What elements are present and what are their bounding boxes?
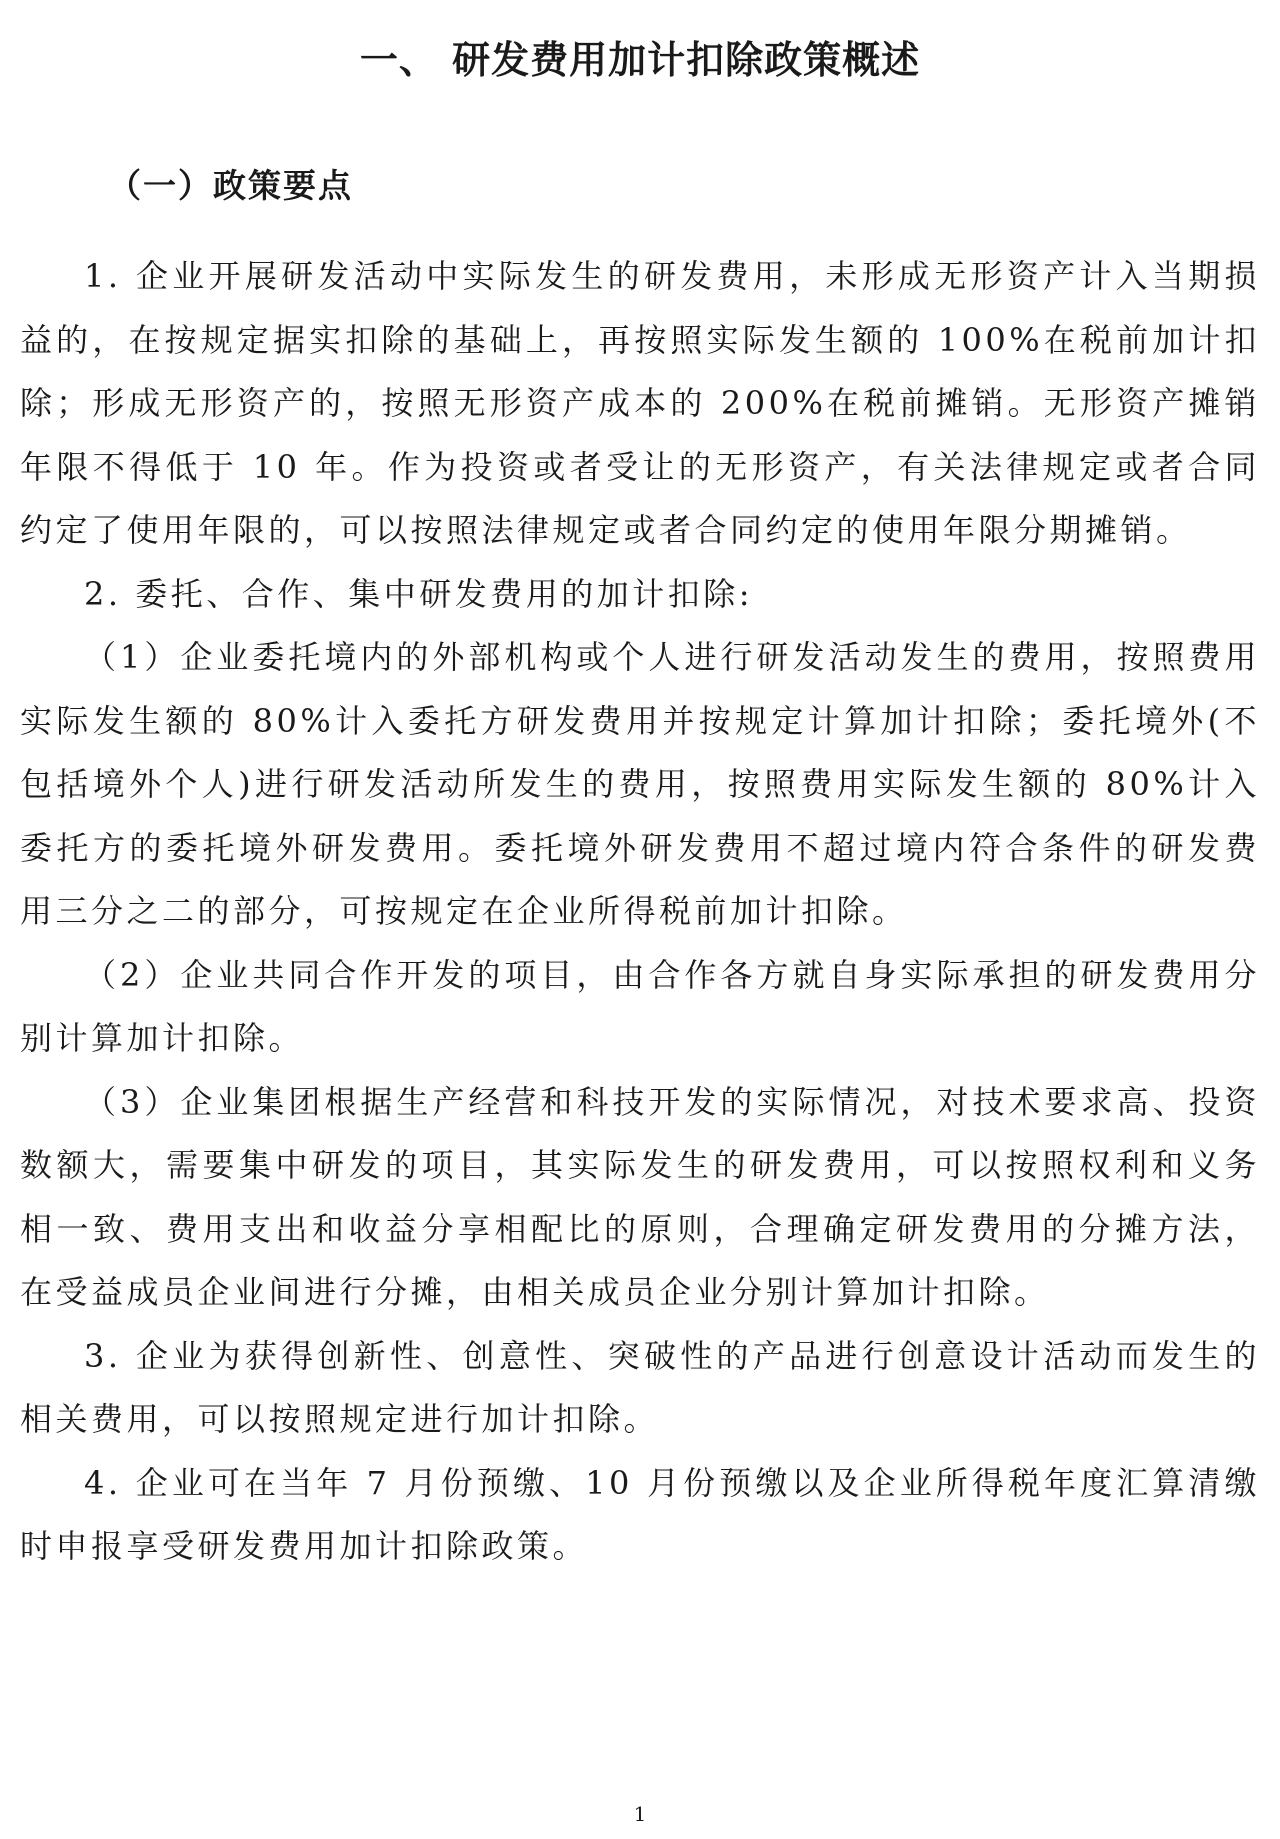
paragraph-item-1: 1. 企业开展研发活动中实际发生的研发费用，未形成无形资产计入当期损益的，在按规定据实扣除的基础上，再按照实际发生额的 100%在税前加计扣除；形成无形资产的，按照无形资产成本的 200%在税前摊销。无形资产摊销年限不得低于 10 年。作为投资或者受让的无形资产，有关法律规定或者合同约定了使用年限的，可以按照法律规定或者合同约定的使用年限分期摊销。 (20, 257, 1260, 549)
paragraph-subitem-2: （2）企业共同合作开发的项目，由合作各方就自身实际承担的研发费用分别计算加计扣除。 (20, 955, 1260, 1057)
page-number: 1 (633, 1802, 647, 1826)
paragraph-item-3: 3. 企业为获得创新性、创意性、突破性的产品进行创意设计活动而发生的相关费用，可以按照规定进行加计扣除。 (20, 1336, 1260, 1438)
paragraph-subitem-3: （3）企业集团根据生产经营和科技开发的实际情况，对技术要求高、投资数额大，需要集中研发的项目，其实际发生的研发费用，可以按照权利和义务相一致、费用支出和收益分享相配比的原则，合理确定研发费用的分摊方法，在受益成员企业间进行分摊，由相关成员企业分别计算加计扣除。 (20, 1082, 1260, 1311)
paragraph-item-2: 2. 委托、合作、集中研发费用的加计扣除: (84, 574, 753, 613)
document-body (20, 245, 1260, 1579)
paragraph-item-4: 4. 企业可在当年 7 月份预缴、10 月份预缴以及企业所得税年度汇算清缴时申报享受研发费用加计扣除政策。 (20, 1463, 1260, 1565)
document-title: 一、 研发费用加计扣除政策概述 (359, 38, 921, 82)
paragraph-subitem-1: （1）企业委托境内的外部机构或个人进行研发活动发生的费用，按照费用实际发生额的 80%计入委托方研发费用并按规定计算加计扣除；委托境外(不包括境外个人)进行研发活动所发生的费用，按照费用实际发生额的 80%计入委托方的委托境外研发费用。委托境外研发费用不超过境内符合条件的研发费用三分之二的部分，可按规定在企业所得税前加计扣除。 (20, 638, 1260, 930)
section-heading: （一）政策要点 (108, 166, 353, 205)
